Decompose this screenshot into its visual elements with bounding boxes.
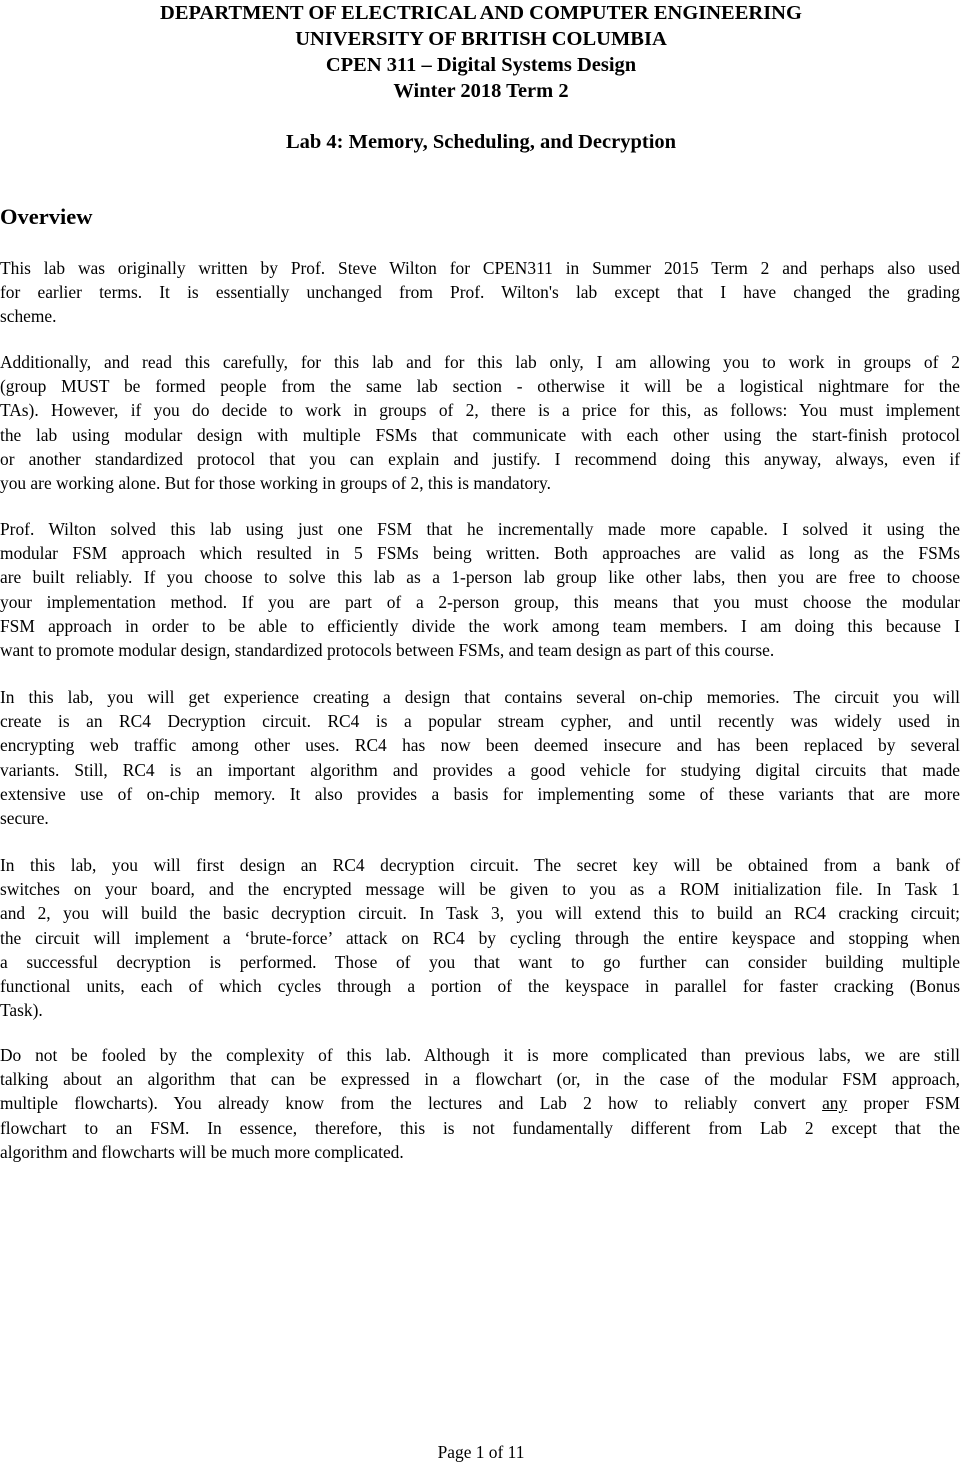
paragraph-approach xyxy=(0,517,960,662)
paragraph-line: modular FSM approach which resulted in 5 FSMs being written. Both approaches are valid as long as the FSMs xyxy=(0,543,960,564)
paragraph-line: the lab using modular design with multiple FSMs that communicate with each other using the start-finish protocol xyxy=(0,424,960,445)
term-name: Winter 2018 Term 2 xyxy=(393,80,569,102)
paragraph-line: In this lab, you will first design an RC4 decryption circuit. The secret key will be obtained from a bank of xyxy=(0,855,960,875)
paragraph-text: multiple flowcharts). You already know from the lectures and Lab 2 how to reliably convert xyxy=(0,1093,823,1114)
course-name: CPEN 311 – Digital Systems Design xyxy=(325,54,637,76)
paragraph-line: Task). xyxy=(0,1000,43,1021)
paragraph-line: Additionally, and read this carefully, for this lab and for this lab only, I am allowing you to work in groups of 2 xyxy=(0,352,960,372)
paragraph-line: for earlier terms. It is essentially unchanged from Prof. Wilton's lab except that I have changed the grading xyxy=(0,282,960,303)
paragraph-line: the circuit will implement a ‘brute-force’ attack on RC4 by cycling through the entire keyspace and stopping when xyxy=(0,927,960,948)
paragraph-line: secure. xyxy=(0,808,49,829)
paragraph-line: FSM approach in order to be able to efficiently divide the work among team members. I am doing this because I xyxy=(0,615,960,636)
paragraph-line: a successful decryption is performed. Those of you that want to go further can consider building multiple xyxy=(0,951,960,972)
paragraph-text: proper FSM xyxy=(847,1093,960,1114)
department-name: DEPARTMENT OF ELECTRICAL AND COMPUTER ENGINEERING xyxy=(160,2,802,24)
paragraph-line: Do not be fooled by the complexity of this lab. Although it is more complicated than previous labs, we are still xyxy=(0,1045,960,1065)
paragraph-groups xyxy=(0,350,960,495)
paragraph-line: want to promote modular design, standardized protocols between FSMs, and team design as part of this course. xyxy=(0,640,775,661)
paragraph-line: scheme. xyxy=(0,306,57,327)
paragraph-line: extensive use of on-chip memory. It also provides a basis for implementing some of these variants that are more xyxy=(0,783,960,804)
paragraph-line: are built reliably. If you choose to solve this lab as a 1-person lab group like other labs, then you are free to choose xyxy=(0,567,960,588)
paragraph-line: talking about an algorithm that can be expressed in a flowchart (or, in the case of the modular FSM approach, xyxy=(0,1069,960,1090)
paragraph-line: flowchart to an FSM. In essence, therefore, this is not fundamentally different from Lab 2 except that the xyxy=(0,1117,960,1138)
page-number: Page 1 of 11 xyxy=(437,1442,525,1462)
paragraph-line: or another standardized protocol that you can explain and justify. I recommend doing this anyway, always, even if xyxy=(0,448,960,469)
paragraph-complexity xyxy=(0,1043,960,1164)
paragraph-line: switches on your board, and the encrypted message will be given to you as a ROM initialization file. In Task 1 xyxy=(0,879,960,900)
paragraph-origin xyxy=(0,256,960,329)
document-header xyxy=(0,0,962,104)
paragraph-line: In this lab, you will get experience creating a design that contains several on-chip memories. The circuit you will xyxy=(0,687,960,707)
lab-title: Lab 4: Memory, Scheduling, and Decryption xyxy=(285,131,677,153)
paragraph-rc4-intro xyxy=(0,685,960,830)
paragraph-line: This lab was originally written by Prof. Steve Wilton for CPEN311 in Summer 2015 Term 2 and perhaps also used xyxy=(0,258,960,278)
paragraph-line: (group MUST be formed people from the same lab section - otherwise it will be a logistical nightmare for the xyxy=(0,376,960,397)
paragraph-line: create is an RC4 Decryption circuit. RC4 is a popular stream cypher, and until recently was widely used in xyxy=(0,711,960,732)
paragraph-line: your implementation method. If you are part of a 2-person group, this means that you must choose the modular xyxy=(0,591,960,612)
section-title: Overview xyxy=(0,204,93,229)
paragraph-line: algorithm and flowcharts will be much more complicated. xyxy=(0,1141,404,1162)
university-name: UNIVERSITY OF BRITISH COLUMBIA xyxy=(295,28,667,50)
paragraph-line: Prof. Wilton solved this lab using just one FSM that he incrementally made more capable. I solved it using the xyxy=(0,519,960,539)
paragraph-line xyxy=(0,1091,960,1115)
paragraph-line: and 2, you will build the basic decryption circuit. In Task 3, you will extend this to build an RC4 cracking circuit; xyxy=(0,903,960,924)
paragraph-line: TAs). However, if you do decide to work in groups of 2, there is a price for this, as follows: You must implement xyxy=(0,400,960,421)
paragraph-line: encrypting web traffic among other uses. RC4 has now been deemed insecure and has been replaced by several xyxy=(0,735,960,756)
paragraph-line: variants. Still, RC4 is an important algorithm and provides a good vehicle for studying digital circuits that made xyxy=(0,759,960,780)
emphasis-any: any xyxy=(822,1093,848,1114)
paragraph-line: you are working alone. But for those working in groups of 2, this is mandatory. xyxy=(0,473,551,494)
paragraph-tasks xyxy=(0,853,960,1022)
paragraph-line: functional units, each of which cycles through a portion of the keyspace in parallel for faster cracking (Bonus xyxy=(0,976,960,997)
